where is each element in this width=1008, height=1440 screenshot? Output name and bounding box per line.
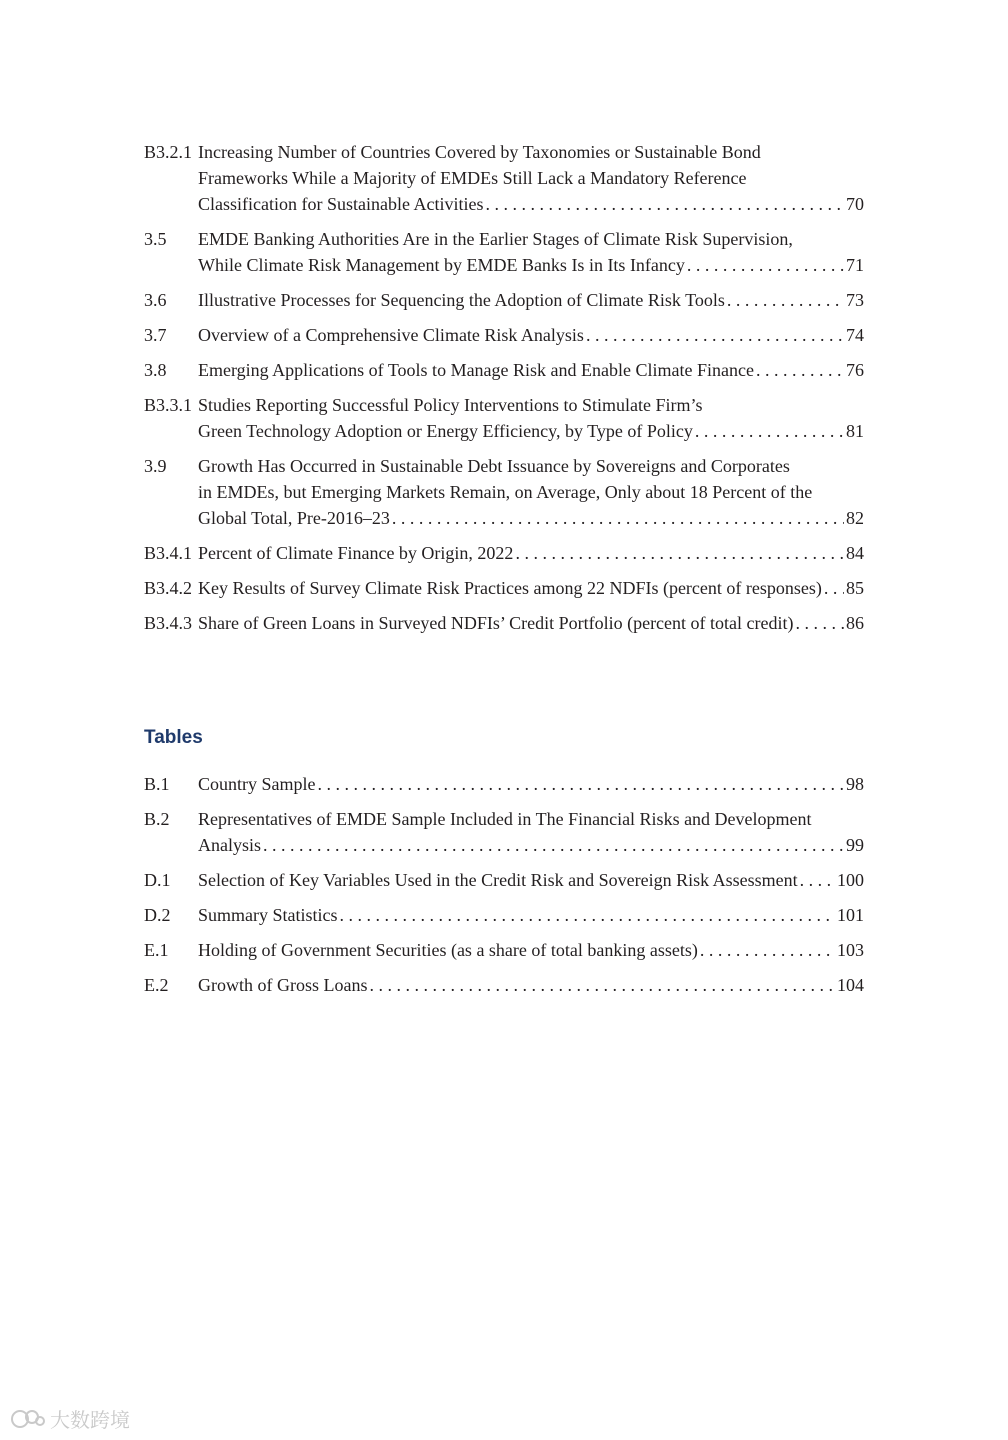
toc-entry[interactable] — [144, 867, 864, 893]
dot-leader — [756, 357, 844, 383]
entry-title — [198, 937, 864, 963]
entry-title — [198, 453, 864, 531]
dot-leader — [700, 937, 835, 963]
entry-number: 3.8 — [144, 360, 167, 380]
dot-leader — [687, 252, 844, 278]
page-number[interactable]: 76 — [846, 360, 864, 380]
watermark-logo-icon — [10, 1407, 46, 1431]
entry-title-line: Increasing Number of Countries Covered by Taxonomies or Sustainable Bond — [198, 142, 761, 162]
entry-title-line: Growth Has Occurred in Sustainable Debt Issuance by Sovereigns and Corporates — [198, 456, 790, 476]
page-number[interactable]: 98 — [846, 774, 864, 794]
entry-title — [198, 771, 864, 797]
dot-leader — [796, 610, 845, 636]
page-number[interactable]: 103 — [837, 940, 864, 960]
entry-number: B.1 — [144, 774, 170, 794]
entry-number: B3.4.2 — [144, 578, 193, 598]
entry-title — [198, 806, 864, 858]
toc-entry[interactable] — [144, 287, 864, 313]
entry-title — [198, 139, 864, 217]
page-number[interactable]: 81 — [846, 421, 864, 441]
dot-leader — [800, 867, 835, 893]
entry-title — [198, 357, 864, 383]
entry-number: 3.5 — [144, 229, 167, 249]
entry-number: E.2 — [144, 975, 169, 995]
page-number[interactable]: 101 — [837, 905, 864, 925]
entry-number: B3.4.1 — [144, 543, 193, 563]
entry-title — [198, 322, 864, 348]
entry-title-line: Selection of Key Variables Used in the Credit Risk and Sovereign Risk Assessment — [198, 870, 798, 890]
entry-title-line: Summary Statistics — [198, 905, 338, 925]
toc-entry[interactable] — [144, 226, 864, 278]
toc-entry[interactable] — [144, 610, 864, 636]
entry-number: D.2 — [144, 905, 171, 925]
entry-number: D.1 — [144, 870, 171, 890]
entry-title-line: Illustrative Processes for Sequencing the Adoption of Climate Risk Tools — [198, 290, 725, 310]
entry-title-line: While Climate Risk Management by EMDE Banks Is in Its Infancy — [198, 255, 685, 275]
toc-entry[interactable] — [144, 453, 864, 531]
entry-title — [198, 392, 864, 444]
page-number[interactable]: 84 — [846, 543, 864, 563]
dot-leader — [727, 287, 844, 313]
figures-list — [144, 139, 864, 636]
entry-number: B.2 — [144, 809, 170, 829]
toc-entry[interactable] — [144, 937, 864, 963]
tables-heading: Tables — [144, 727, 203, 748]
entry-title-line: Growth of Gross Loans — [198, 975, 368, 995]
entry-title-line: Emerging Applications of Tools to Manage Risk and Enable Climate Finance — [198, 360, 754, 380]
page-number[interactable]: 86 — [846, 613, 864, 633]
entry-title-line: Frameworks While a Majority of EMDEs Still Lack a Mandatory Reference — [198, 168, 747, 188]
page-number[interactable]: 73 — [846, 290, 864, 310]
entry-number: B3.2.1 — [144, 142, 193, 162]
entry-title-line: in EMDEs, but Emerging Markets Remain, on Average, Only about 18 Percent of the — [198, 482, 813, 502]
entry-number: B3.3.1 — [144, 395, 193, 415]
watermark-text: 大数跨境 — [50, 1408, 130, 1432]
entry-title-line: Studies Reporting Successful Policy Interventions to Stimulate Firm’s — [198, 395, 703, 415]
page-number[interactable]: 82 — [846, 508, 864, 528]
page-number[interactable]: 99 — [846, 835, 864, 855]
entry-number: 3.9 — [144, 456, 167, 476]
watermark — [10, 1404, 130, 1433]
dot-leader — [340, 902, 836, 928]
toc-entry[interactable] — [144, 392, 864, 444]
dot-leader — [586, 322, 844, 348]
toc-entry[interactable] — [144, 806, 864, 858]
entry-title — [198, 972, 864, 998]
page-number[interactable]: 74 — [846, 325, 864, 345]
toc-entry[interactable] — [144, 575, 864, 601]
entry-number: B3.4.3 — [144, 613, 193, 633]
entry-title-line: Country Sample — [198, 774, 316, 794]
entry-title-line: Percent of Climate Finance by Origin, 2022 — [198, 543, 514, 563]
dot-leader — [515, 540, 844, 566]
entry-title — [198, 867, 864, 893]
toc-entry[interactable] — [144, 771, 864, 797]
entry-number: 3.7 — [144, 325, 167, 345]
page-number[interactable]: 100 — [837, 870, 864, 890]
entry-title — [198, 610, 864, 636]
toc-entry[interactable] — [144, 357, 864, 383]
entry-title — [198, 287, 864, 313]
entry-title — [198, 902, 864, 928]
dot-leader — [695, 418, 844, 444]
page-number[interactable]: 71 — [846, 255, 864, 275]
dot-leader — [318, 771, 845, 797]
dot-leader — [369, 972, 835, 998]
entry-title-line: Holding of Government Securities (as a share of total banking assets) — [198, 940, 698, 960]
page-number[interactable]: 70 — [846, 194, 864, 214]
entry-title — [198, 226, 864, 278]
entry-title-line: Share of Green Loans in Surveyed NDFIs’ Credit Portfolio (percent of total credit) — [198, 613, 794, 633]
entry-title — [198, 540, 864, 566]
toc-entry[interactable] — [144, 322, 864, 348]
entry-title-line: Representatives of EMDE Sample Included in The Financial Risks and Development — [198, 809, 812, 829]
entry-title-line: Overview of a Comprehensive Climate Risk Analysis — [198, 325, 584, 345]
tables-list — [144, 771, 864, 998]
entry-title-line: EMDE Banking Authorities Are in the Earlier Stages of Climate Risk Supervision, — [198, 229, 793, 249]
entry-title-line: Key Results of Survey Climate Risk Practices among 22 NDFIs (percent of responses) — [198, 578, 822, 598]
entry-title — [198, 575, 864, 601]
entry-number: E.1 — [144, 940, 169, 960]
toc-entry[interactable] — [144, 139, 864, 217]
entry-title-line: Green Technology Adoption or Energy Efficiency, by Type of Policy — [198, 421, 693, 441]
toc-entry[interactable] — [144, 902, 864, 928]
entry-title-line: Classification for Sustainable Activities — [198, 194, 484, 214]
page-number[interactable]: 85 — [846, 578, 864, 598]
dot-leader — [824, 575, 844, 601]
dot-leader — [263, 832, 844, 858]
entry-number: 3.6 — [144, 290, 167, 310]
toc-entry[interactable] — [144, 972, 864, 998]
page-number[interactable]: 104 — [837, 975, 864, 995]
entry-title-line: Analysis — [198, 835, 261, 855]
toc-entry[interactable] — [144, 540, 864, 566]
dot-leader — [485, 191, 844, 217]
entry-title-line: Global Total, Pre-2016–23 — [198, 508, 390, 528]
dot-leader — [392, 505, 844, 531]
